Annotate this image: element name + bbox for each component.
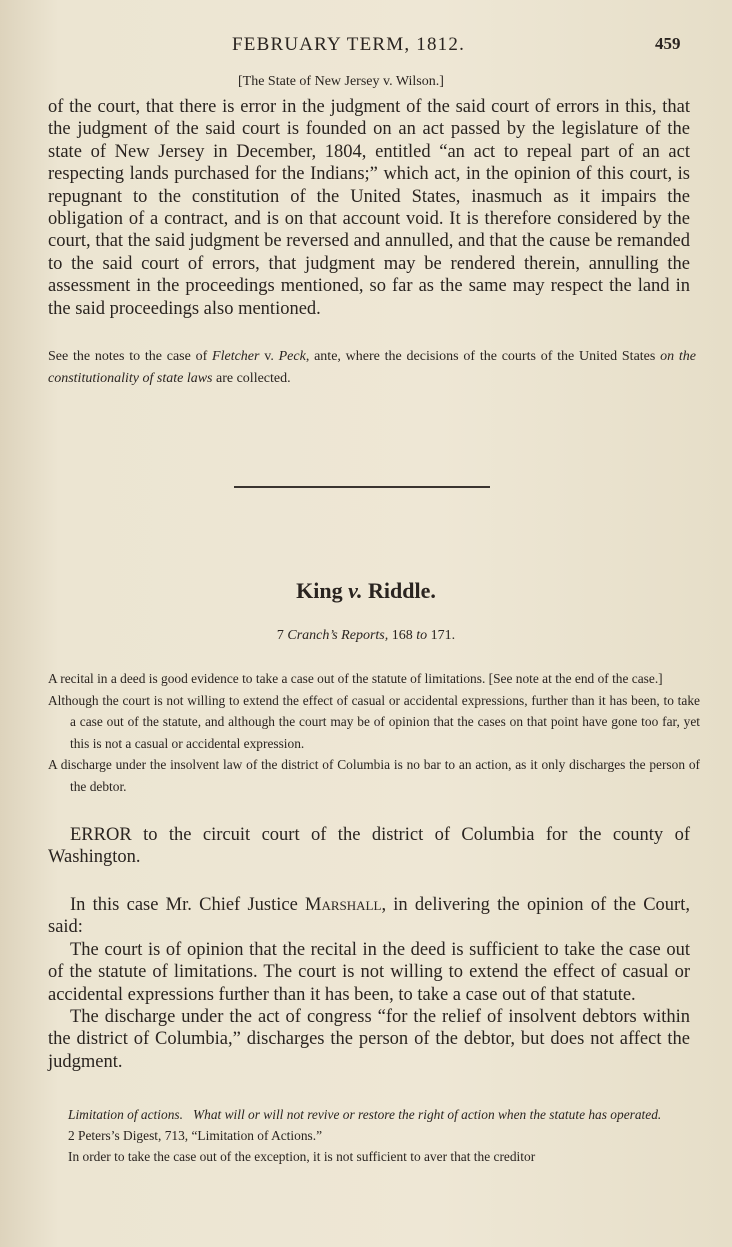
error-paragraph: ERROR to the circuit court of the district of Columbia for the county of Washington. [48,825,690,868]
opinion-intro-a: In this case Mr. Chief Justice [70,895,306,915]
opinion-intro [48,894,690,939]
note-text-2: , ante, where the decisions of the courts of the United States [305,349,661,364]
note-text-3: are collected. [212,371,291,386]
justice-name: Marshall [305,895,382,915]
running-head: FEBRUARY TERM, 1812. [232,34,466,55]
reporter-volume: 7 [276,628,288,643]
section-divider [234,486,490,488]
headnotes [48,668,700,798]
page-header [0,34,732,60]
note-case-name-2: Peck [278,349,306,364]
headnote-item: Although the court is not willing to extend the effect of casual or accidental expressions, further than it has been, to take a case out of the statute, and although the court may be of opinion that the cases on that point have gone too far, yet this is not a casual or accidental expression. [48,692,700,751]
reporter-to: to [416,628,428,643]
opinion-paragraph: The court is of opinion that the recital in the deed is sufficient to take the case out of the statute of limitations. The court is not willing to extend the effect of casual or accidental expressions further than it has been, to take a case out of that statute. [48,939,690,1005]
headnote-item: A recital in a deed is good evidence to take a case out of the statute of limitations. [See note at the end of the case.] [48,671,663,686]
case-title-party-2: Riddle. [362,578,436,603]
footnote-heading-b: What will or will not revive or restore the right of action when the statute has operated. [193,1107,662,1122]
reporter-page-end: 171. [427,628,456,643]
opinion-paragraph: The discharge under the act of congress “for the relief of insolvent debtors within the district of Columbia,” discharges the person of the debtor, but does not affect the judgment. [48,1007,690,1072]
note-case-name: Fletcher [212,349,260,364]
case-title-versus: v. [348,578,363,603]
reporter-citation [0,628,732,644]
note-italic-phrase: on the constitutionality of state laws [48,349,697,386]
note-versus: v. [259,349,279,364]
opinion-conclusion-paragraph: of the court, that there is error in the judgment of the said court of errors in this, that the judgment of the said court is founded on an act passed by the legislature of the state of New Jersey in December, 1804, entitled “an act to repeal part of an act respecting lands purchased for the Indians;” which act, in the opinion of this court, is repugnant to the constitution of the United States, inasmuch as it impairs the obligation of a contract, and is on that account void. It is therefore considered by the court, that the said judgment be reversed and annulled, and that the cause be remanded to the said court of errors, that judgment may be rendered therein, annulling the assessment in the proceedings mentioned, so far as the same may respect the land in the said proceedings also mentioned. [48,97,690,319]
editor-note [48,346,696,390]
case-reference: [The State of New Jersey v. Wilson.] [238,74,444,89]
page-number: 459 [655,34,681,53]
footnote-heading-a: Limitation of actions. [68,1107,183,1122]
opinion-body [48,894,690,1073]
reporter-name: Cranch’s Reports, [287,628,389,643]
headnote-item: A discharge under the insolvent law of the district of Columbia is no bar to an action, as it only discharges the person of the debtor. [48,757,700,794]
footnote [48,1104,700,1167]
note-text-1: See the notes to the case of [48,349,213,364]
case-title [0,578,732,604]
footnote-digest: 2 Peters’s Digest, 713, “Limitation of Actions.” [68,1128,323,1143]
reporter-page-start: 168 [388,628,417,643]
footnote-heading [48,1104,700,1125]
opinion-intro-b: , in delivering the opinion of the Court, said: [48,895,690,938]
case-title-party-1: King [296,578,349,603]
footnote-text: In order to take the case out of the exception, it is not sufficient to aver that the creditor [68,1149,536,1164]
